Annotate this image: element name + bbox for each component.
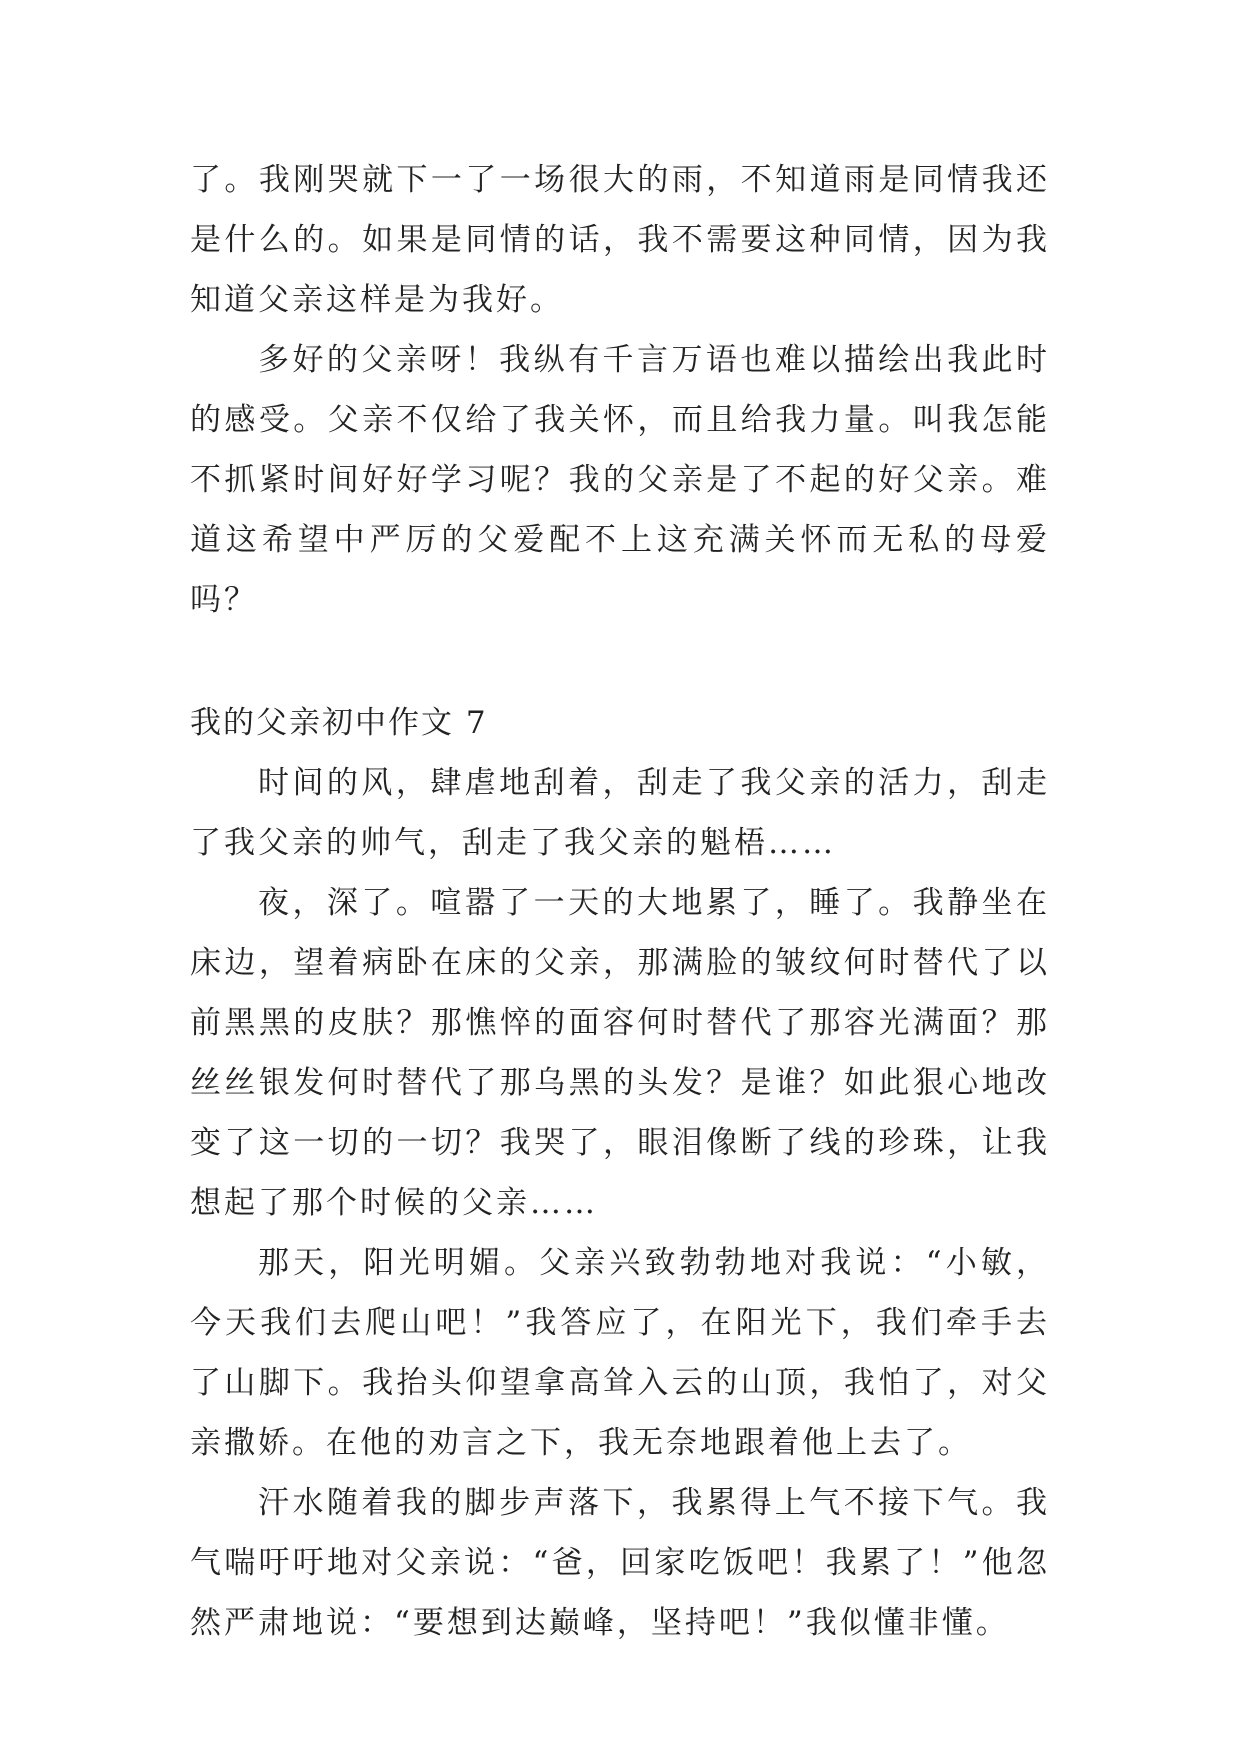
paragraph-good-father: 多好的父亲呀！我纵有千言万语也难以描绘出我此时的感受。父亲不仅给了我关怀，而且给我力量。叫我怎能不抓紧时间好好学习呢？我的父亲是了不起的好父亲。难道这希望中严厉的父爱配不上这充满关怀而无私的母爱吗？ [190, 342, 1050, 618]
paragraph-sweat: 汗水随着我的脚步声落下，我累得上气不接下气。我气喘吁吁地对父亲说：“爸，回家吃饭吧！我累了！”他忽然严肃地说：“要想到达巅峰，坚持吧！”我似懂非懂。 [190, 1485, 1050, 1641]
essay-heading: 我的父亲初中作文 7 [190, 705, 488, 741]
document-page [190, 150, 1050, 1653]
paragraph-continuation: 了。我刚哭就下一了一场很大的雨，不知道雨是同情我还是什么的。如果是同情的话，我不需要这种同情，因为我知道父亲这样是为我好。 [190, 162, 1050, 318]
paragraph-night: 夜，深了。喧嚣了一天的大地累了，睡了。我静坐在床边，望着病卧在床的父亲，那满脸的皱纹何时替代了以前黑黑的皮肤？那憔悴的面容何时替代了那容光满面？那丝丝银发何时替代了那乌黑的头发？是谁？如此狠心地改变了这一切的一切？我哭了，眼泪像断了线的珍珠，让我想起了那个时候的父亲…… [190, 885, 1050, 1221]
paragraph-wind-of-time: 时间的风，肆虐地刮着，刮走了我父亲的活力，刮走了我父亲的帅气，刮走了我父亲的魁梧…… [190, 765, 1050, 861]
paragraph-sunny-day: 那天，阳光明媚。父亲兴致勃勃地对我说：“小敏，今天我们去爬山吧！”我答应了，在阳光下，我们牵手去了山脚下。我抬头仰望拿高耸入云的山顶，我怕了，对父亲撒娇。在他的劝言之下，我无奈地跟着他上去了。 [190, 1245, 1050, 1461]
